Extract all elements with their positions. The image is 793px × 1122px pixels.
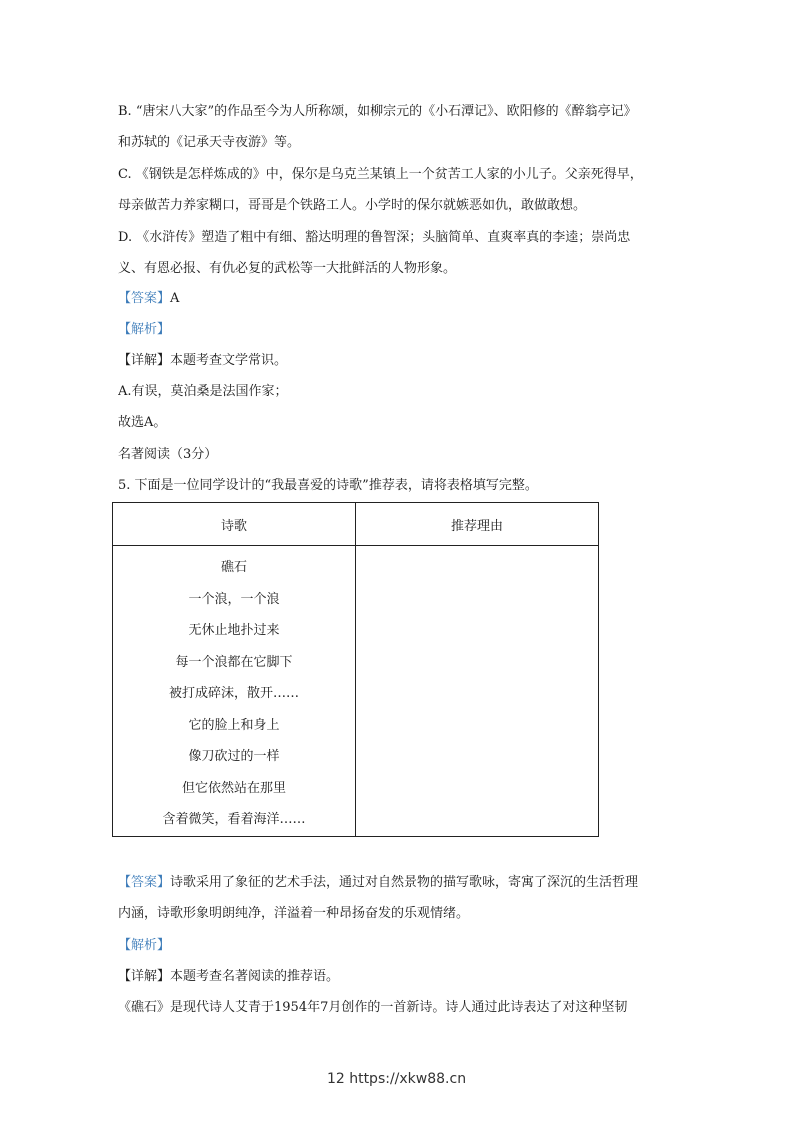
answer-1 [118, 289, 678, 309]
poem-line: 礁石 [220, 560, 247, 575]
page-footer: 12 https://xkw88.cn [326, 1071, 467, 1087]
poem-cell [113, 546, 356, 837]
poem-background: 《礁石》是现代诗人艾青于1954年7月创作的一首新诗。诗人通过此诗表达了对这种坚韧 [118, 1000, 628, 1015]
section-title: 名著阅读（3分） [118, 447, 218, 462]
poem-line: 含着微笑，看着海洋…… [162, 812, 306, 827]
header-reason: 推荐理由 [356, 503, 599, 546]
analysis-tag-1: 【解析】 [118, 322, 171, 337]
answer-2-line-2: 内涵，诗歌形象明朗纯净，洋溢着一种昂扬奋发的乐观情绪。 [118, 906, 470, 921]
option-b-line-1: B. “唐宋八大家”的作品至今为人所称颂，如柳宗元的《小石潭记》、欧阳修的《醉翁亭记》 [118, 104, 637, 119]
option-c-line-2: 母亲做苦力养家糊口，哥哥是个铁路工人。小学时的保尔就嫉恶如仇，敢做敢想。 [118, 198, 587, 213]
answer-text: A [170, 291, 180, 306]
answer-2-line-1 [118, 873, 678, 893]
poem-line: 无休止地扑过来 [188, 623, 280, 638]
poem-line: 但它依然站在那里 [181, 780, 286, 796]
reason-cell [356, 546, 599, 837]
option-d-line-2: 义、有恩必报、有仇必复的武松等一大批鲜活的人物形象。 [118, 261, 457, 276]
poem-line: 一个浪，一个浪 [188, 591, 280, 607]
detail-1: 【详解】本题考查文学常识。 [118, 353, 288, 368]
detail-2: 【详解】本题考查名著阅读的推荐语。 [118, 969, 340, 984]
option-c-line-1: C. 《钢铁是怎样炼成的》中，保尔是乌克兰某镇上一个贫苦工人家的小儿子。父亲死得早， [118, 167, 643, 182]
poem-line: 它的脸上和身上 [188, 717, 280, 733]
poem-lines [113, 546, 355, 836]
answer-tag: 【答案】 [118, 291, 171, 306]
explanation-a: A.有误，莫泊桑是法国作家； [118, 384, 288, 399]
poem-line: 被打成碎沫，散开…… [168, 686, 299, 701]
header-poem: 诗歌 [113, 503, 356, 546]
poem-line: 像刀砍过的一样 [188, 749, 280, 764]
choice-conclusion: 故选A。 [118, 415, 167, 430]
answer-text: 诗歌采用了象征的艺术手法，通过对自然景物的描写歌咏，寄寓了深沉的生活哲理 [170, 875, 639, 890]
option-b-line-2: 和苏轼的《记承天寺夜游》等。 [118, 135, 301, 150]
question-5: 5. 下面是一位同学设计的“我最喜爱的诗歌”推荐表，请将表格填写完整。 [118, 478, 538, 493]
analysis-tag-2: 【解析】 [118, 938, 171, 953]
poem-line: 每一个浪都在它脚下 [175, 654, 293, 670]
option-d-line-1: D. 《水浒传》塑造了粗中有细、豁达明理的鲁智深；头脑简单、直爽率真的李逵；崇尚忠 [118, 230, 631, 245]
answer-tag: 【答案】 [118, 875, 171, 890]
recommendation-table [112, 502, 599, 837]
